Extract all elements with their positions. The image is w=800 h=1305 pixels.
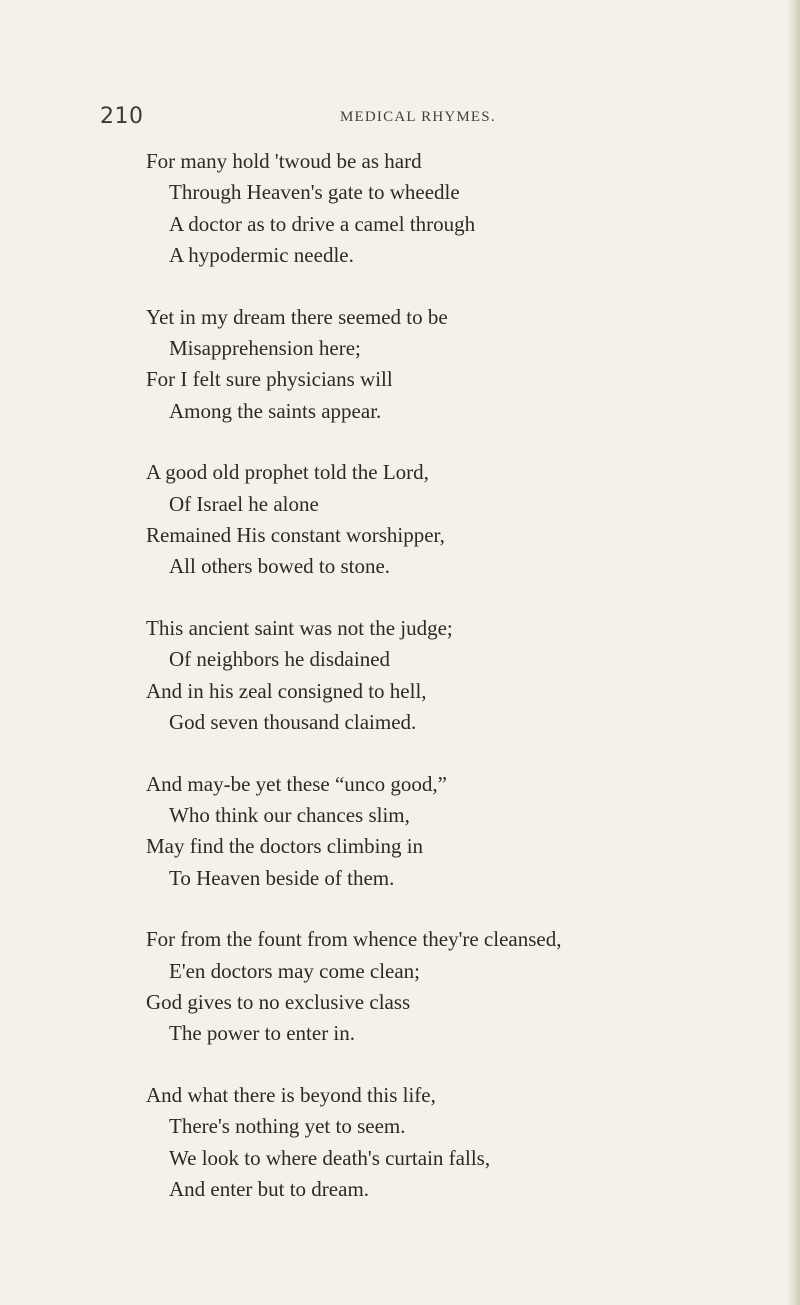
poem-line: To Heaven beside of them. <box>169 865 395 890</box>
stanza-6 <box>0 924 800 1049</box>
stanza-4 <box>0 613 800 738</box>
poem-line: This ancient saint was not the judge; <box>146 616 453 641</box>
poem-line: God gives to no exclusive class <box>146 990 411 1015</box>
stanza-5 <box>0 769 800 894</box>
poem-line: All others bowed to stone. <box>169 554 391 579</box>
running-head <box>0 104 800 144</box>
poem-line: Misapprehension here; <box>169 335 361 360</box>
page-number: 210 <box>100 104 144 129</box>
poem-line: The power to enter in. <box>169 1021 356 1046</box>
stanza-3 <box>0 457 800 582</box>
poem-line: Yet in my dream there seemed to be <box>146 304 448 329</box>
poem <box>0 146 800 1236</box>
poem-line: Who think our chances slim, <box>169 803 410 828</box>
poem-line: May find the doctors climbing in <box>146 834 424 859</box>
poem-line: Among the saints appear. <box>169 398 382 423</box>
stanza-7 <box>0 1080 800 1205</box>
poem-line: We look to where death's curtain falls, <box>169 1145 491 1170</box>
poem-line: For I felt sure physicians will <box>146 367 393 392</box>
poem-line: And in his zeal consigned to hell, <box>146 678 427 703</box>
poem-line: God seven thousand claimed. <box>169 709 417 734</box>
poem-line: A hypodermic needle. <box>169 242 354 267</box>
poem-line: Through Heaven's gate to wheedle <box>169 180 460 205</box>
poem-line: Remained His constant worshipper, <box>146 522 445 547</box>
poem-line: There's nothing yet to seem. <box>169 1114 406 1139</box>
poem-line: For many hold 'twoud be as hard <box>146 149 422 173</box>
poem-line: Of neighbors he disdained <box>169 647 391 672</box>
poem-line: And what there is beyond this life, <box>146 1083 436 1108</box>
poem-line: A good old prophet told the Lord, <box>146 460 429 485</box>
poem-line: E'en doctors may come clean; <box>169 958 421 983</box>
stanza-1 <box>0 146 800 271</box>
poem-line: Of Israel he alone <box>169 491 319 516</box>
running-title: MEDICAL RHYMES. <box>340 109 496 125</box>
stanza-2 <box>0 302 800 427</box>
poem-line: And enter but to dream. <box>169 1177 370 1202</box>
poem-line: For from the fount from whence they're cleansed, <box>146 927 562 952</box>
poem-line: A doctor as to drive a camel through <box>169 211 476 236</box>
poem-line: And may-be yet these “unco good,” <box>146 771 447 796</box>
